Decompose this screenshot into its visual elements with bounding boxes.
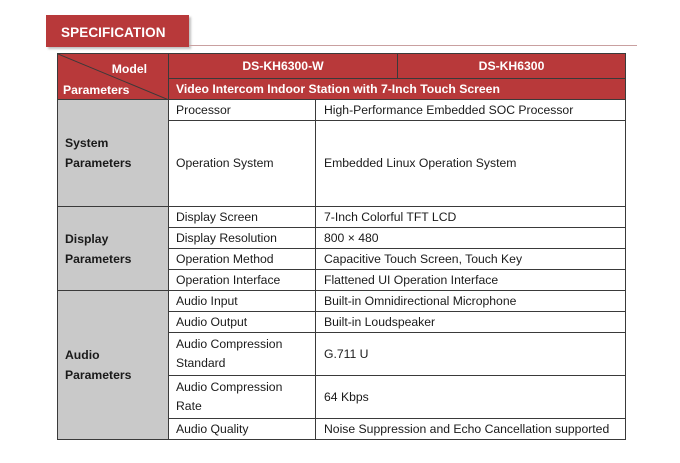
param-label <box>169 376 316 419</box>
group-label-line: Audio <box>65 348 100 362</box>
group-label-line: System <box>65 136 109 150</box>
param-label-line: Standard <box>176 356 226 370</box>
param-label: Display Screen <box>169 207 316 228</box>
model-header-row <box>58 54 626 79</box>
table-row <box>58 291 626 312</box>
model-name-2: DS-KH6300 <box>398 54 626 79</box>
spec-table <box>57 53 626 440</box>
param-value: 800 × 480 <box>316 228 626 249</box>
corner-parameters-label: Parameters <box>63 83 130 97</box>
param-value: Embedded Linux Operation System <box>316 121 626 207</box>
group-label-line: Parameters <box>65 156 132 170</box>
group-label-line: Display <box>65 231 109 246</box>
table-row <box>58 207 626 228</box>
param-label: Audio Output <box>169 312 316 333</box>
model-name-1: DS-KH6300-W <box>169 54 398 79</box>
corner-model-label: Model <box>111 62 147 76</box>
group-label-system <box>58 100 169 207</box>
param-label: Audio Quality <box>169 419 316 440</box>
section-title-tab <box>46 15 189 47</box>
group-label-display <box>58 207 169 291</box>
param-label-line: Rate <box>176 399 202 413</box>
param-label: Display Resolution <box>169 228 316 249</box>
param-value: G.711 U <box>316 333 626 376</box>
param-value: Built-in Omnidirectional Microphone <box>316 291 626 312</box>
param-value: Built-in Loudspeaker <box>316 312 626 333</box>
param-label: Operation Method <box>169 249 316 270</box>
param-label: Operation Interface <box>169 270 316 291</box>
group-label-audio <box>58 291 169 440</box>
param-label-line: Audio Compression <box>176 380 283 394</box>
param-value: Capacitive Touch Screen, Touch Key <box>316 249 626 270</box>
param-value: 64 Kbps <box>316 376 626 419</box>
header-corner-cell <box>58 54 169 100</box>
param-label: Operation System <box>169 121 316 207</box>
product-description: Video Intercom Indoor Station with 7-Inch Touch Screen <box>169 79 626 100</box>
param-value: High-Performance Embedded SOC Processor <box>316 100 626 121</box>
param-value: Noise Suppression and Echo Cancellation supported <box>316 419 626 440</box>
param-label <box>169 333 316 376</box>
param-label: Processor <box>169 100 316 121</box>
param-value: Flattened UI Operation Interface <box>316 270 626 291</box>
section-title: SPECIFICATION <box>61 25 166 40</box>
group-label-line: Parameters <box>65 251 132 266</box>
table-row <box>58 100 626 121</box>
section-divider <box>189 45 637 46</box>
param-value: 7-Inch Colorful TFT LCD <box>316 207 626 228</box>
param-label: Audio Input <box>169 291 316 312</box>
group-label-line: Parameters <box>65 368 132 382</box>
param-label-line: Audio Compression <box>176 337 283 351</box>
